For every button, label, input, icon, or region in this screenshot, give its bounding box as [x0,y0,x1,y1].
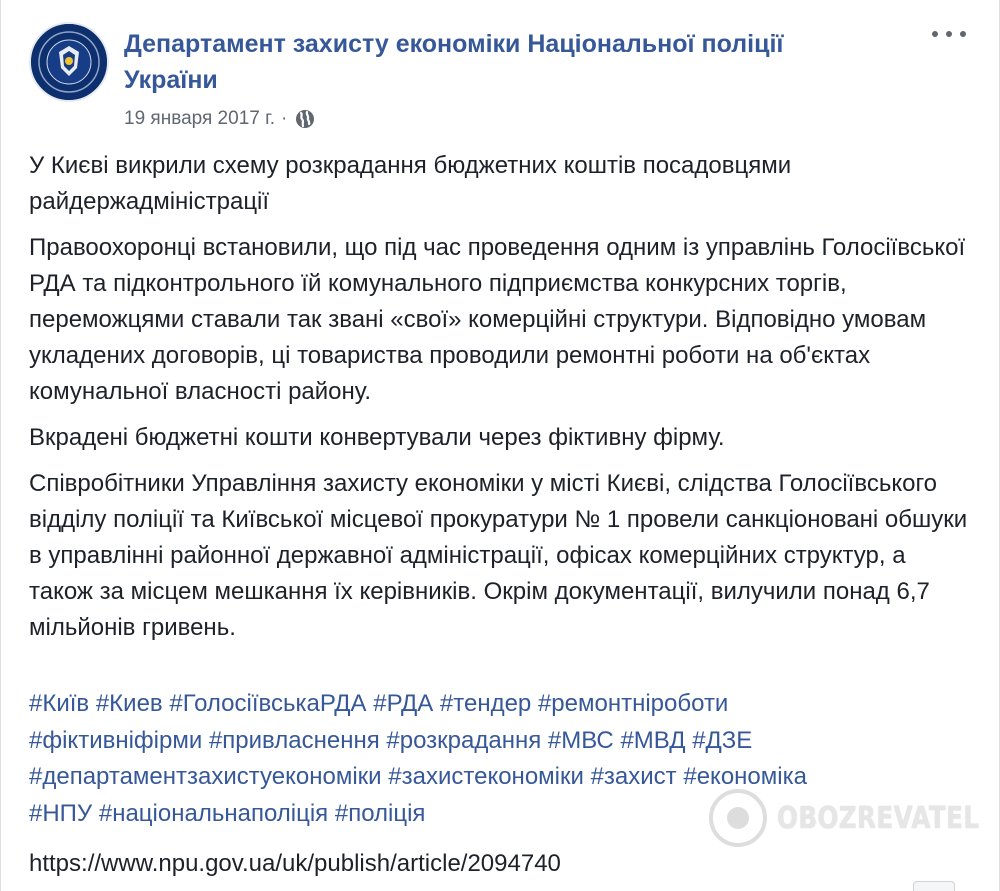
page-name-link[interactable]: Департамент захисту економіки Національної поліції України [124,30,784,94]
hashtag-link[interactable]: #МВС [547,726,614,754]
hashtag-link[interactable]: #Киев [95,690,163,717]
hashtag-link[interactable]: #фіктивніфірми [29,726,203,754]
article-url-link[interactable]: https://www.npu.gov.ua/uk/publish/article/2094740 [29,850,561,877]
more-options-button[interactable] [929,22,969,46]
hashtag-link[interactable]: #МВД [620,726,686,754]
post-paragraph: Співробітники Управління захисту економіки у місті Києві, слідства Голосіївського відділу поліції та Київської місцевої прокуратури № 1 провели санкціоновані обшуки в управлінні районної державної адміністрації, офісах комерційних структур, а також за місцем мешкання їх керівників. Окрім документації, вилучили понад 6,7 мільйонів гривень. [29,470,968,641]
obozrevatel-watermark [709,788,1000,848]
watermark-logo-center [727,807,749,829]
post-meta [124,104,315,134]
post-date-link[interactable]: 19 января 2017 г. [124,108,275,129]
post-paragraph: Вкрадені бюджетні кошти конвертували через фіктивну фірму. [29,424,725,451]
globe-icon[interactable] [295,109,315,129]
hashtag-link[interactable]: #тендер [439,690,532,717]
meta-separator: · [281,108,288,129]
hashtag-link[interactable]: #захист [590,763,677,790]
more-dot [946,31,952,37]
hashtag-link[interactable]: #ДЗЕ [692,726,753,754]
more-dots-icon [932,31,938,37]
hashtag-link[interactable]: #захистекономіки [388,763,584,790]
police-emblem-icon [31,24,107,100]
hashtag-link[interactable]: #ремонтніроботи [537,690,729,717]
hashtag-link[interactable]: #НПУ [29,799,93,827]
hashtag-link[interactable]: #Київ [29,690,90,717]
more-dot [960,31,966,37]
post-paragraph: Правоохоронці встановили, що під час проведення одним із управлінь Голосіївської РДА та підконтрольного їй комунального підприємства конкурсних торгів, переможцями ставали так звані «свої» комерційні структури. Відповідно умовам укладених договорів, ці товариства проводили ремонтні роботи на об'єктах комунальної власності району. [29,234,966,405]
hashtag-link[interactable]: #національнаполіція [98,799,329,827]
page-avatar[interactable] [29,22,109,102]
post-paragraph: У Києві викрили схему розкрадання бюджетних коштів посадовцями райдержадміністрації [29,152,792,215]
watermark-logo-icon [709,789,767,847]
hashtag-link[interactable]: #РДА [373,690,434,717]
hashtag-link[interactable]: #економіка [683,763,807,790]
hashtag-link[interactable]: #поліція [334,799,426,827]
hashtag-link[interactable]: #ГолосіївськаРДА [169,690,367,717]
post-body [29,148,969,656]
hashtag-link[interactable]: #розкрадання [386,726,542,754]
hashtag-link[interactable]: #департаментзахистуекономіки [29,763,382,790]
chat-widget-tab[interactable] [913,881,955,891]
watermark-text: OBOZREVATEL [777,800,980,836]
hashtag-link[interactable]: #привласнення [208,726,380,754]
